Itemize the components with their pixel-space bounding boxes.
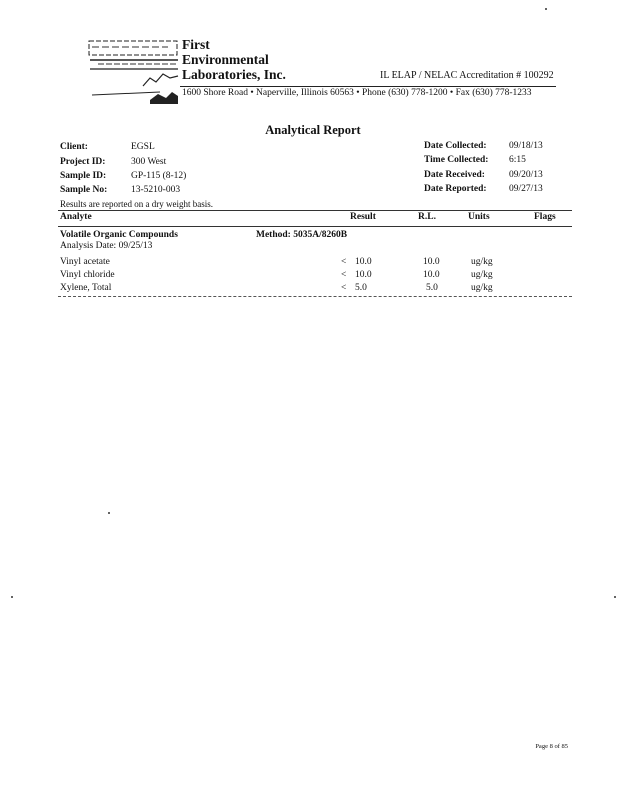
scan-speck <box>614 596 616 598</box>
table-top-rule <box>58 210 572 211</box>
row-3-rl: 5.0 <box>426 283 438 293</box>
project-label: Project ID: <box>60 157 106 167</box>
lab-name-line3: Laboratories, Inc. <box>182 67 286 82</box>
row-1-result: 10.0 <box>355 257 372 267</box>
table-header-rule <box>58 226 572 227</box>
time-collected-value: 6:15 <box>509 155 526 165</box>
row-1-rl: 10.0 <box>423 257 440 267</box>
sample-no-value: 13-5210-003 <box>131 185 181 195</box>
date-collected-label: Date Collected: <box>424 141 487 151</box>
time-collected-label: Time Collected: <box>424 155 489 165</box>
row-3-result: 5.0 <box>355 283 367 293</box>
col-result: Result <box>350 212 376 222</box>
col-rl: R.L. <box>418 212 436 222</box>
row-1-qualifier: < <box>341 257 347 267</box>
project-value: 300 West <box>131 157 167 167</box>
row-3-analyte: Xylene, Total <box>60 283 112 293</box>
row-2-rl: 10.0 <box>423 270 440 280</box>
accreditation: IL ELAP / NELAC Accreditation # 100292 <box>380 70 554 81</box>
table-bottom-rule <box>58 296 572 297</box>
basis-note: Results are reported on a dry weight basis. <box>60 199 213 209</box>
group-analysis-date: Analysis Date: 09/25/13 <box>60 241 153 251</box>
group-name: Volatile Organic Compounds <box>60 230 178 240</box>
group-method: Method: 5035A/8260B <box>256 230 348 240</box>
row-2-units: ug/kg <box>471 270 493 280</box>
client-value: EGSL <box>131 142 155 152</box>
date-collected-value: 09/18/13 <box>509 141 543 151</box>
date-reported-value: 09/27/13 <box>509 184 543 194</box>
row-1-analyte: Vinyl acetate <box>60 257 110 267</box>
client-label: Client: <box>60 142 88 152</box>
row-1-units: ug/kg <box>471 257 493 267</box>
col-flags: Flags <box>534 212 556 222</box>
sample-id-value: GP-115 (8-12) <box>131 171 187 181</box>
scan-speck <box>11 596 13 598</box>
page-number: Page 8 of 85 <box>535 743 568 750</box>
row-2-result: 10.0 <box>355 270 372 280</box>
scan-speck <box>545 8 547 10</box>
header-rule <box>180 86 556 87</box>
lab-name-line2: Environmental <box>182 52 269 67</box>
report-title: Analytical Report <box>265 123 361 137</box>
date-reported-label: Date Reported: <box>424 184 487 194</box>
scan-speck <box>108 512 110 514</box>
col-units: Units <box>468 212 490 222</box>
lab-logo-icon <box>88 38 180 108</box>
lab-name <box>182 37 286 82</box>
date-received-label: Date Received: <box>424 170 485 180</box>
row-3-qualifier: < <box>341 283 347 293</box>
lab-address: 1600 Shore Road • Naperville, Illinois 60563 • Phone (630) 778-1200 • Fax (630) 778-1233 <box>182 88 532 98</box>
sample-no-label: Sample No: <box>60 185 108 195</box>
row-2-analyte: Vinyl chloride <box>60 270 115 280</box>
row-3-units: ug/kg <box>471 283 493 293</box>
col-analyte: Analyte <box>60 212 92 222</box>
sample-id-label: Sample ID: <box>60 171 107 181</box>
date-received-value: 09/20/13 <box>509 170 543 180</box>
row-2-qualifier: < <box>341 270 347 280</box>
lab-name-line1: First <box>182 37 210 52</box>
